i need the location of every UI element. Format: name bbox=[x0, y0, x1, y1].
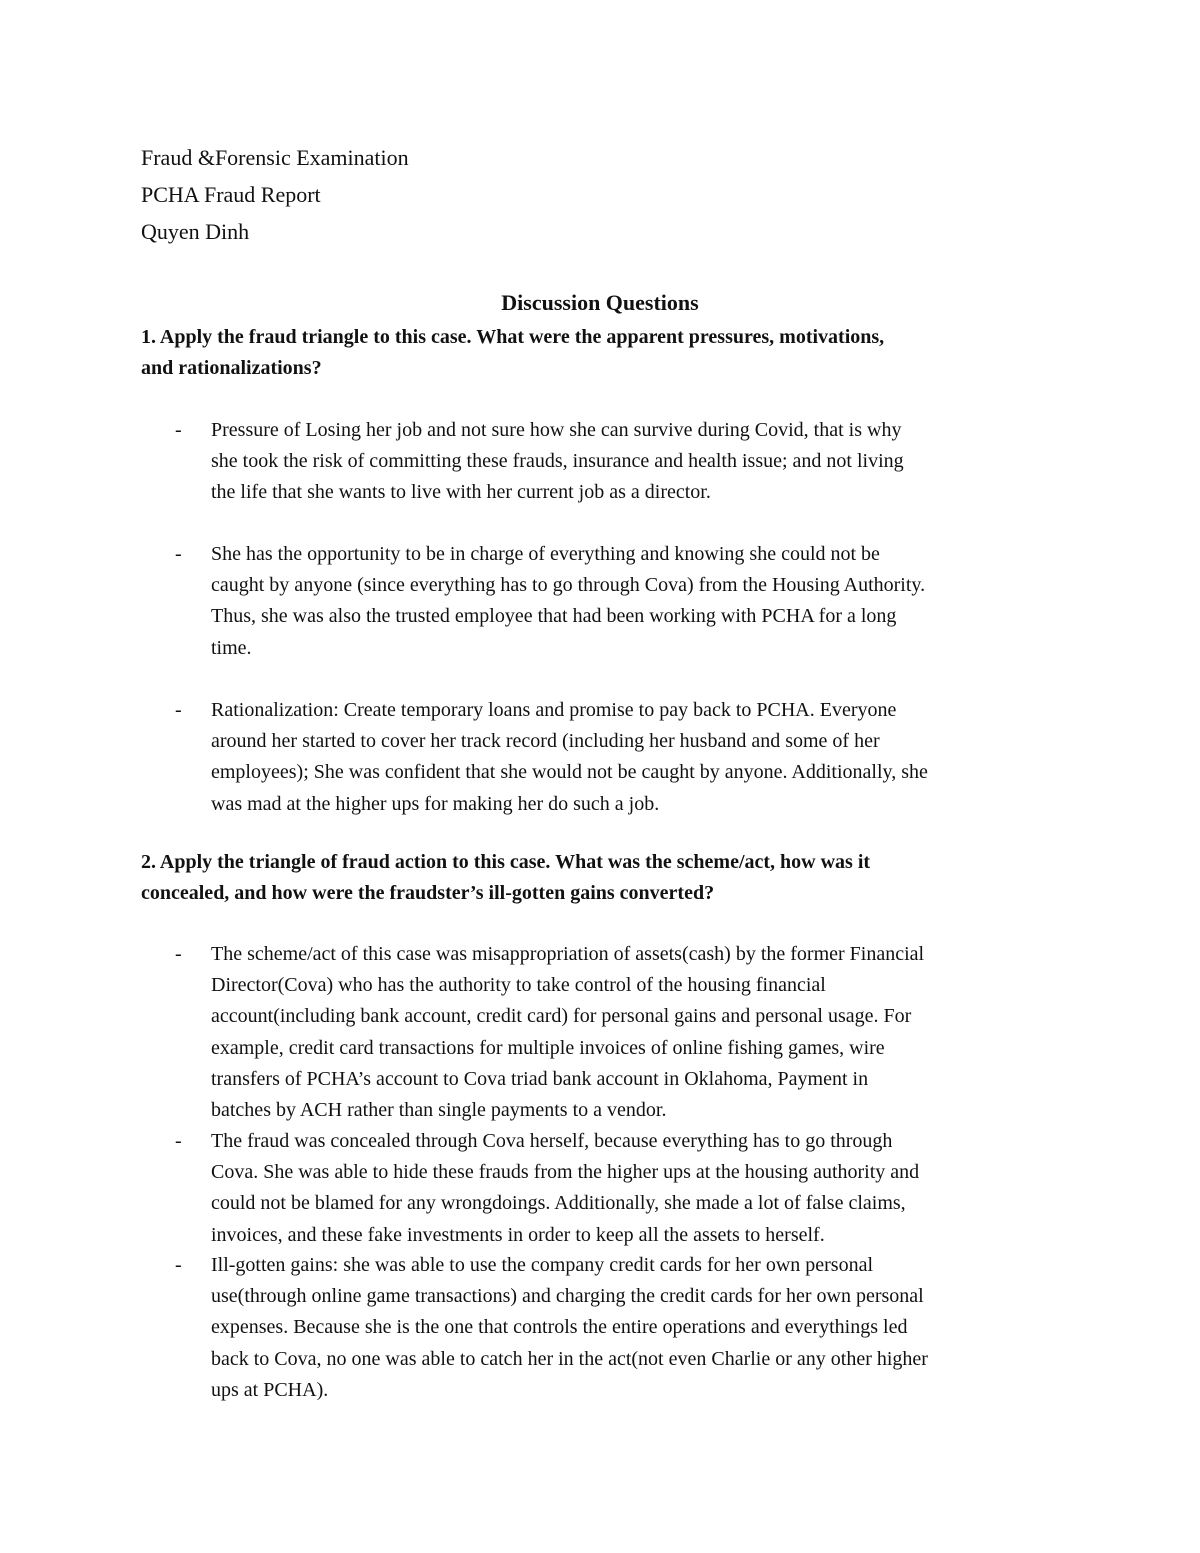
bullet-line: time. bbox=[211, 636, 252, 659]
section-heading: Discussion Questions bbox=[501, 290, 699, 315]
question-1 bbox=[141, 322, 1061, 384]
bullet-text bbox=[211, 939, 924, 1126]
question-line: 1. Apply the fraud triangle to this case. What were the apparent pressures, motivations, bbox=[141, 326, 885, 348]
bullet-line: was mad at the higher ups for making her do such a job. bbox=[211, 792, 660, 815]
bullet-text bbox=[211, 415, 904, 509]
bullet-line: Thus, she was also the trusted employee that had been working with PCHA for a long bbox=[211, 605, 897, 628]
course-title: Fraud &Forensic Examination bbox=[141, 145, 409, 170]
bullet-line: invoices, and these fake investments in order to keep all the assets to herself. bbox=[211, 1223, 825, 1246]
bullet-line: example, credit card transactions for multiple invoices of online fishing games, wire bbox=[211, 1036, 885, 1059]
bullet-line: transfers of PCHA’s account to Cova triad bank account in Oklahoma, Payment in bbox=[211, 1067, 869, 1090]
bullet-line: Director(Cova) who has the authority to take control of the housing financial bbox=[211, 974, 826, 997]
bullet-line: Pressure of Losing her job and not sure how she can survive during Covid, that is why bbox=[211, 419, 902, 441]
bullet-line: Cova. She was able to hide these frauds from the higher ups at the housing authority and bbox=[211, 1161, 920, 1184]
report-title: PCHA Fraud Report bbox=[141, 182, 321, 207]
question-2 bbox=[141, 847, 1061, 909]
bullet-line: use(through online game transactions) and charging the credit cards for her own personal bbox=[211, 1285, 924, 1308]
bullet-line: caught by anyone (since everything has to go through Cova) from the Housing Authority. bbox=[211, 574, 926, 597]
bullet-dash: - bbox=[175, 543, 182, 565]
author-name: Quyen Dinh bbox=[141, 219, 250, 244]
bullet-text bbox=[211, 539, 925, 664]
question-line: 2. Apply the triangle of fraud action to this case. What was the scheme/act, how was it bbox=[141, 851, 871, 873]
bullet-line: the life that she wants to live with her current job as a director. bbox=[211, 481, 711, 504]
bullet-line: Ill-gotten gains: she was able to use the company credit cards for her own personal bbox=[211, 1254, 874, 1276]
bullet-dash: - bbox=[175, 1254, 182, 1276]
bullet-dash: - bbox=[175, 419, 182, 441]
question-line: and rationalizations? bbox=[141, 357, 322, 379]
bullet-line: around her started to cover her track record (including her husband and some of her bbox=[211, 730, 880, 753]
question-line: concealed, and how were the fraudster’s ill-gotten gains converted? bbox=[141, 882, 715, 904]
bullet-line: she took the risk of committing these frauds, insurance and health issue; and not living bbox=[211, 450, 904, 473]
bullet-line: back to Cova, no one was able to catch her in the act(not even Charlie or any other higher bbox=[211, 1347, 928, 1370]
bullet-line: account(including bank account, credit card) for personal gains and personal usage. For bbox=[211, 1005, 912, 1028]
bullet-line: employees); She was confident that she would not be caught by anyone. Additionally, she bbox=[211, 761, 928, 784]
bullet-line: expenses. Because she is the one that controls the entire operations and everythings led bbox=[211, 1316, 908, 1339]
bullet-line: Rationalization: Create temporary loans and promise to pay back to PCHA. Everyone bbox=[211, 699, 897, 721]
bullet-text bbox=[211, 695, 928, 820]
bullet-dash: - bbox=[175, 1130, 182, 1152]
bullet-text bbox=[211, 1126, 919, 1251]
bullet-line: ups at PCHA). bbox=[211, 1378, 329, 1401]
bullet-line: batches by ACH rather than single payments to a vendor. bbox=[211, 1099, 667, 1122]
bullet-line: She has the opportunity to be in charge of everything and knowing she could not be bbox=[211, 543, 880, 565]
bullet-text bbox=[211, 1250, 928, 1406]
bullet-line: The scheme/act of this case was misappropriation of assets(cash) by the former Financial bbox=[211, 943, 925, 965]
bullet-line: could not be blamed for any wrongdoings. Additionally, she made a lot of false claims, bbox=[211, 1192, 906, 1215]
bullet-line: The fraud was concealed through Cova herself, because everything has to go through bbox=[211, 1130, 893, 1152]
bullet-dash: - bbox=[175, 699, 182, 721]
bullet-dash: - bbox=[175, 943, 182, 965]
